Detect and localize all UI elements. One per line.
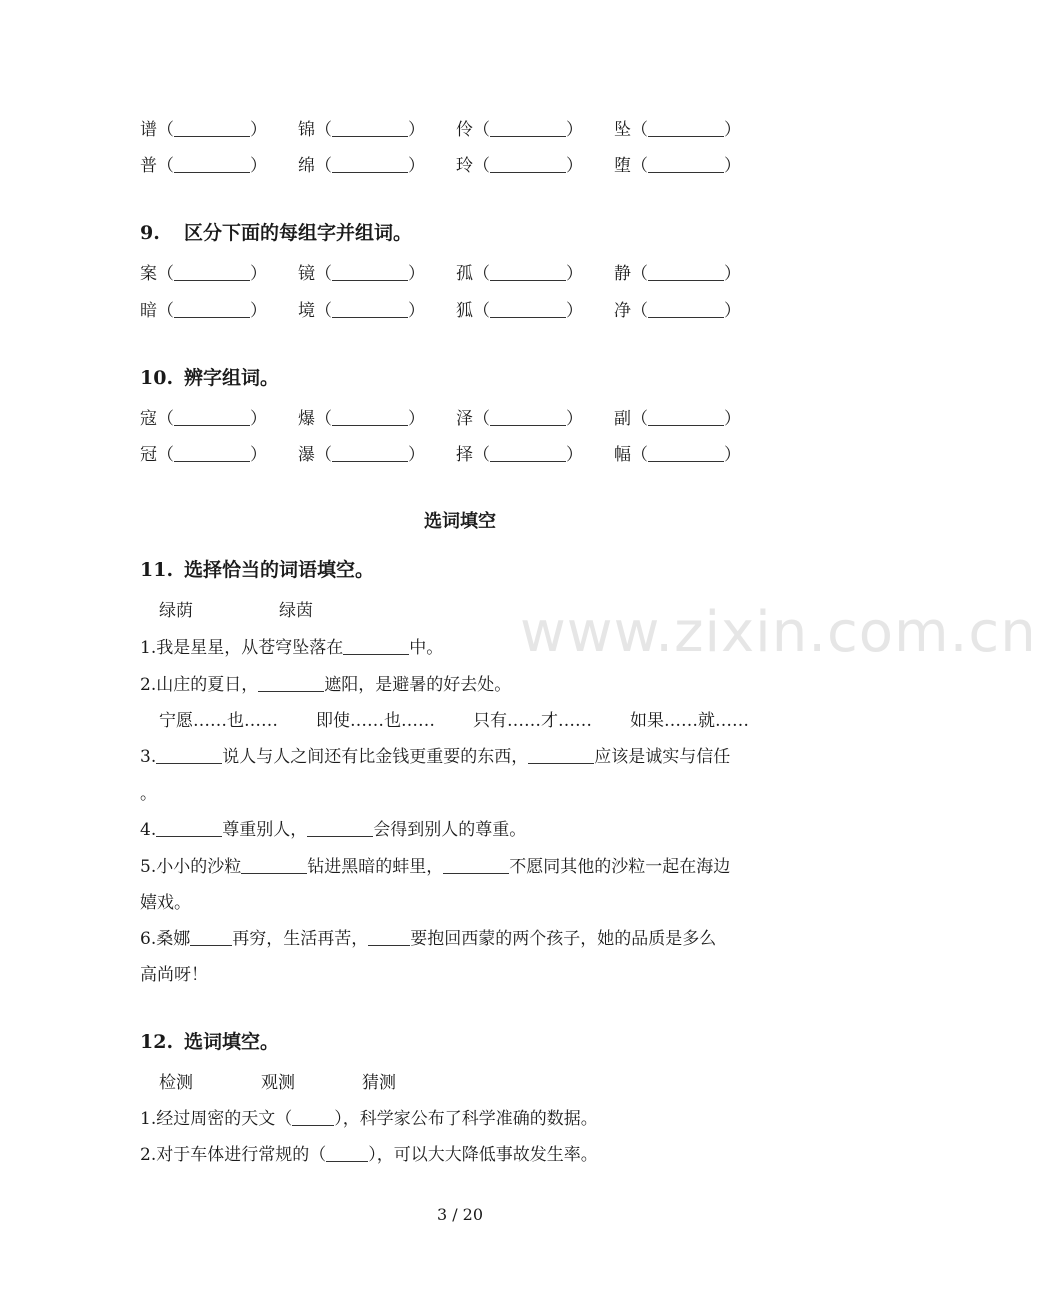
answer-blank[interactable] — [332, 408, 408, 426]
question-title: 选择恰当的词语填空。 — [184, 559, 375, 581]
answer-blank[interactable] — [332, 263, 408, 281]
word-option: 检测 — [159, 1073, 193, 1093]
char-cell: 爆 — [298, 409, 315, 429]
answer-blank[interactable] — [490, 155, 566, 173]
question-number: 9. — [140, 222, 160, 244]
document-page: www.zixin.com.cn 谱（ ） 锦（ ） 伶（ ） 坠（ ） 普（ ） 绵（ ） 玲（ ） 堕（ ） 9. 区分下面的每组字并组词。 案（ ） 镜（ ） 孤（ ） 静（ ） 暗（ ） 境（ ） 狐（ ） 净（ ） 10. 辨字组词。 寇（ ） 爆（ ） 泽（ ） 副（ ） 冠（ ） 瀑（ ） 择（ ） 幅（ ） 选词填空 11. 选择恰当的词语填空。 绿荫 绿茵 1.我是星星，从苍穹坠落在 中。 2.山庄的夏日， 遮阳，是避暑的好去处。 宁愿……也…… 即使……也…… 只有……才…… 如果……就…… 3. 说人与人之间还有比金钱更重要的东西， 应该是诚实与信任 。 4. 尊重别人， 会得到别人的尊重。 5.小小的沙粒 钻进黑暗的蚌里， 不愿同其他的沙粒一起在海边 嬉戏。 6.桑娜 再穷，生活再苦， 要抱回西蒙的两个孩子，她的品质是多么 高尚呀！ 12. 选词填空。 检测 观测 猜测 1.经过周密的天文（ ），科学家公布了科学准确的数据。 2.对于车体进行常规的（ ），可以大大降低事故发生率。 3 / 20 — [0, 0, 920, 1302]
q12-sentence-2: 2.对于车体进行常规的（ ），可以大大降低事故发生率。 — [140, 1145, 598, 1165]
q12-sentence-1: 1.经过周密的天文（ ），科学家公布了科学准确的数据。 — [140, 1109, 598, 1129]
char-cell: 瀑 — [298, 445, 315, 465]
answer-blank[interactable] — [490, 408, 566, 426]
sentence-3: 3. 说人与人之间还有比金钱更重要的东西， 应该是诚实与信任 — [140, 747, 731, 767]
char-cell: 谱 — [140, 120, 157, 140]
sentence-2: 2.山庄的夏日， 遮阳，是避暑的好去处。 — [140, 675, 512, 695]
answer-blank[interactable] — [332, 155, 408, 173]
word-option: 即使……也…… — [316, 711, 435, 731]
question-number: 10. — [140, 367, 174, 389]
char-cell: 镜 — [298, 264, 315, 284]
sentence-5: 5.小小的沙粒 钻进黑暗的蚌里， 不愿同其他的沙粒一起在海边 — [140, 857, 731, 877]
answer-blank[interactable] — [241, 856, 307, 874]
char-cell: 幅 — [614, 445, 631, 465]
sentence-6: 6.桑娜 再穷，生活再苦， 要抱回西蒙的两个孩子，她的品质是多么 — [140, 929, 717, 949]
answer-blank[interactable] — [648, 155, 724, 173]
question-title: 辨字组词。 — [184, 367, 280, 389]
char-cell: 普 — [140, 156, 157, 176]
sentence-1: 1.我是星星，从苍穹坠落在 中。 — [140, 638, 444, 658]
char-cell: 伶 — [456, 120, 473, 140]
question-number: 11. — [140, 559, 174, 581]
answer-blank[interactable] — [326, 1144, 368, 1162]
answer-blank[interactable] — [174, 300, 250, 318]
word-option: 观测 — [261, 1073, 295, 1093]
section-title: 选词填空 — [424, 511, 496, 532]
question-11-heading — [140, 556, 374, 584]
sentence-5-cont: 嬉戏。 — [140, 893, 191, 913]
answer-blank[interactable] — [648, 263, 724, 281]
word-option: 绿茵 — [279, 601, 313, 621]
page-number: 3 / 20 — [436, 1205, 484, 1224]
char-cell: 堕 — [614, 156, 631, 176]
answer-blank[interactable] — [332, 444, 408, 462]
answer-blank[interactable] — [307, 819, 373, 837]
question-12-heading — [140, 1028, 279, 1056]
answer-blank[interactable] — [490, 263, 566, 281]
word-option: 绿荫 — [159, 601, 193, 621]
char-cell: 静 — [614, 264, 631, 284]
char-cell: 冠 — [140, 445, 157, 465]
word-option: 猜测 — [362, 1073, 396, 1093]
answer-blank[interactable] — [332, 300, 408, 318]
answer-blank[interactable] — [332, 119, 408, 137]
answer-blank[interactable] — [174, 155, 250, 173]
question-title: 选词填空。 — [184, 1031, 280, 1053]
answer-blank[interactable] — [190, 928, 232, 946]
char-cell: 锦 — [298, 120, 315, 140]
question-title: 区分下面的每组字并组词。 — [184, 222, 413, 244]
sentence-3-cont: 。 — [140, 784, 157, 804]
answer-blank[interactable] — [648, 408, 724, 426]
char-cell: 孤 — [456, 264, 473, 284]
answer-blank[interactable] — [174, 119, 250, 137]
answer-blank[interactable] — [343, 637, 409, 655]
char-cell: 境 — [298, 301, 315, 321]
answer-blank[interactable] — [258, 674, 324, 692]
answer-blank[interactable] — [490, 119, 566, 137]
char-cell: 寇 — [140, 409, 157, 429]
answer-blank[interactable] — [648, 119, 724, 137]
sentence-6-cont: 高尚呀！ — [140, 965, 208, 985]
char-cell: 绵 — [298, 156, 315, 176]
answer-blank[interactable] — [156, 746, 222, 764]
char-cell: 坠 — [614, 120, 631, 140]
sentence-4: 4. 尊重别人， 会得到别人的尊重。 — [140, 820, 527, 840]
answer-blank[interactable] — [648, 444, 724, 462]
answer-blank[interactable] — [292, 1108, 334, 1126]
question-10-heading — [140, 364, 279, 392]
char-cell: 择 — [456, 445, 473, 465]
char-cell: 案 — [140, 264, 157, 284]
char-cell: 玲 — [456, 156, 473, 176]
char-cell: 狐 — [456, 301, 473, 321]
char-cell: 副 — [614, 409, 631, 429]
answer-blank[interactable] — [648, 300, 724, 318]
answer-blank[interactable] — [490, 444, 566, 462]
word-option: 宁愿……也…… — [159, 711, 278, 731]
answer-blank[interactable] — [528, 746, 594, 764]
char-cell: 净 — [614, 301, 631, 321]
word-option: 如果……就…… — [630, 711, 749, 731]
answer-blank[interactable] — [174, 444, 250, 462]
answer-blank[interactable] — [174, 408, 250, 426]
char-cell: 暗 — [140, 301, 157, 321]
char-cell: 泽 — [456, 409, 473, 429]
answer-blank[interactable] — [490, 300, 566, 318]
question-9-heading — [140, 219, 412, 247]
question-number: 12. — [140, 1031, 174, 1053]
answer-blank[interactable] — [174, 263, 250, 281]
watermark: www.zixin.com.cn — [520, 600, 1037, 665]
answer-blank[interactable] — [368, 928, 410, 946]
answer-blank[interactable] — [156, 819, 222, 837]
answer-blank[interactable] — [443, 856, 509, 874]
word-option: 只有……才…… — [473, 711, 592, 731]
